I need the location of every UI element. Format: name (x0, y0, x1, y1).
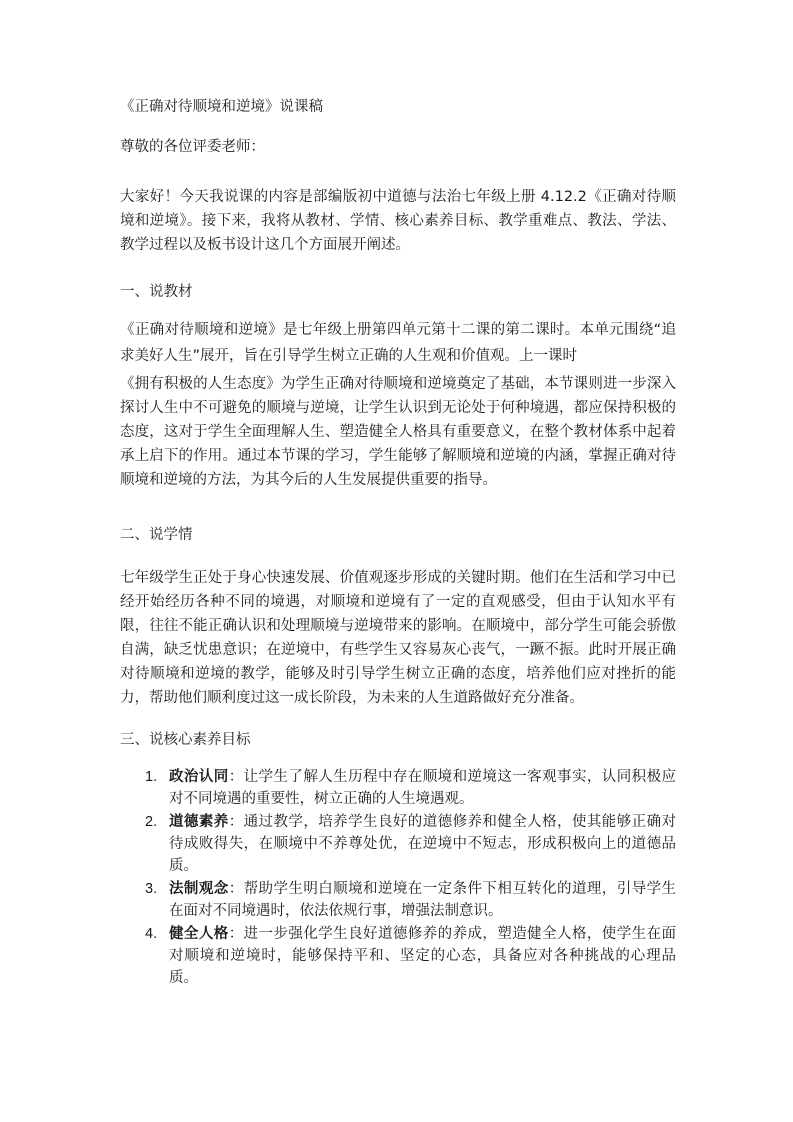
textbook-paragraph: 《拥有积极的人生态度》为学生正确对待顺境和逆境奠定了基础，本节课则进一步深入探讨人生中不可避免的顺境与逆境，让学生认识到无论处于何种境遇，都应保持积极的态度，这对于学生全面理解人生、塑造健全人格具有重要意义，在整个教材体系中起着承上启下的作用。通过本节课的学习，学生能够了解顺境和逆境的内涵，掌握正确对待顺境和逆境的方法，为其今后的人生发展提供重要的指导。 (120, 376, 676, 488)
goal-item (145, 878, 676, 922)
goal-label: 道德素养 (169, 814, 229, 830)
document-title: 《正确对待顺境和逆境》说课稿 (120, 99, 323, 115)
goal-label: 政治认同 (169, 769, 229, 785)
goal-text: ：让学生了解人生历程中存在顺境和逆境这一客观事实，认同积极应对不同境遇的重要性，树立正确的人生境遇观。 (169, 769, 677, 807)
goal-text: ：通过教学，培养学生良好的道德修养和健全人格，使其能够正确对待成败得失，在顺境中不养尊处优，在逆境中不短志，形成积极向上的道德品质。 (169, 814, 677, 874)
section-heading-textbook: 一、说教材 (120, 284, 193, 300)
textbook-paragraph-intro: 《正确对待顺境和逆境》是七年级上册第四单元第十二课的第二课时。本单元围绕“追求美好人生”展开，旨在引导学生树立正确的人生观和价值观。上一课时 (120, 322, 676, 364)
goal-number: 1. (145, 769, 158, 785)
goal-item (145, 811, 676, 877)
goal-text: ：进一步强化学生良好道德修养的养成，塑造健全人格，使学生在面对顺境和逆境时，能够保持平和、坚定的心态，具备应对各种挑战的心理品质。 (169, 926, 677, 986)
goal-number: 4. (145, 926, 158, 942)
goal-item (145, 766, 676, 810)
goal-item (145, 923, 676, 989)
goals-list (145, 766, 676, 990)
intro-paragraph: 大家好！今天我说课的内容是部编版初中道德与法治七年级上册 4.12.2《正确对待顺境和逆境》。接下来，我将从教材、学情、核心素养目标、教学重难点、教法、学法、教学过程以及板书设计这几个方面展开阐述。 (120, 189, 676, 253)
goal-label: 健全人格 (169, 926, 229, 942)
goal-text: ：帮助学生明白顺境和逆境在一定条件下相互转化的道理，引导学生在面对不同境遇时，依法依规行事，增强法制意识。 (169, 881, 677, 919)
goal-number: 2. (145, 814, 158, 830)
students-paragraph: 七年级学生正处于身心快速发展、价值观逐步形成的关键时期。他们在生活和学习中已经开始经历各种不同的境遇，对顺境和逆境有了一定的直观感受，但由于认知水平有限，往往不能正确认识和处理顺境与逆境带来的影响。在顺境中，部分学生可能会骄傲自满，缺乏忧患意识；在逆境中，有些学生又容易灰心丧气，一蹶不振。此时开展正确对待顺境和逆境的教学，能够及时引导学生树立正确的态度，培养他们应对挫折的能力，帮助他们顺利度过这一成长阶段，为未来的人生道路做好充分准备。 (120, 570, 676, 706)
goal-label: 法制观念 (169, 881, 229, 897)
section-heading-students: 二、说学情 (120, 527, 193, 543)
goal-number: 3. (145, 881, 158, 897)
section-heading-goals: 三、说核心素养目标 (120, 732, 251, 748)
salutation: 尊敬的各位评委老师： (120, 139, 265, 155)
